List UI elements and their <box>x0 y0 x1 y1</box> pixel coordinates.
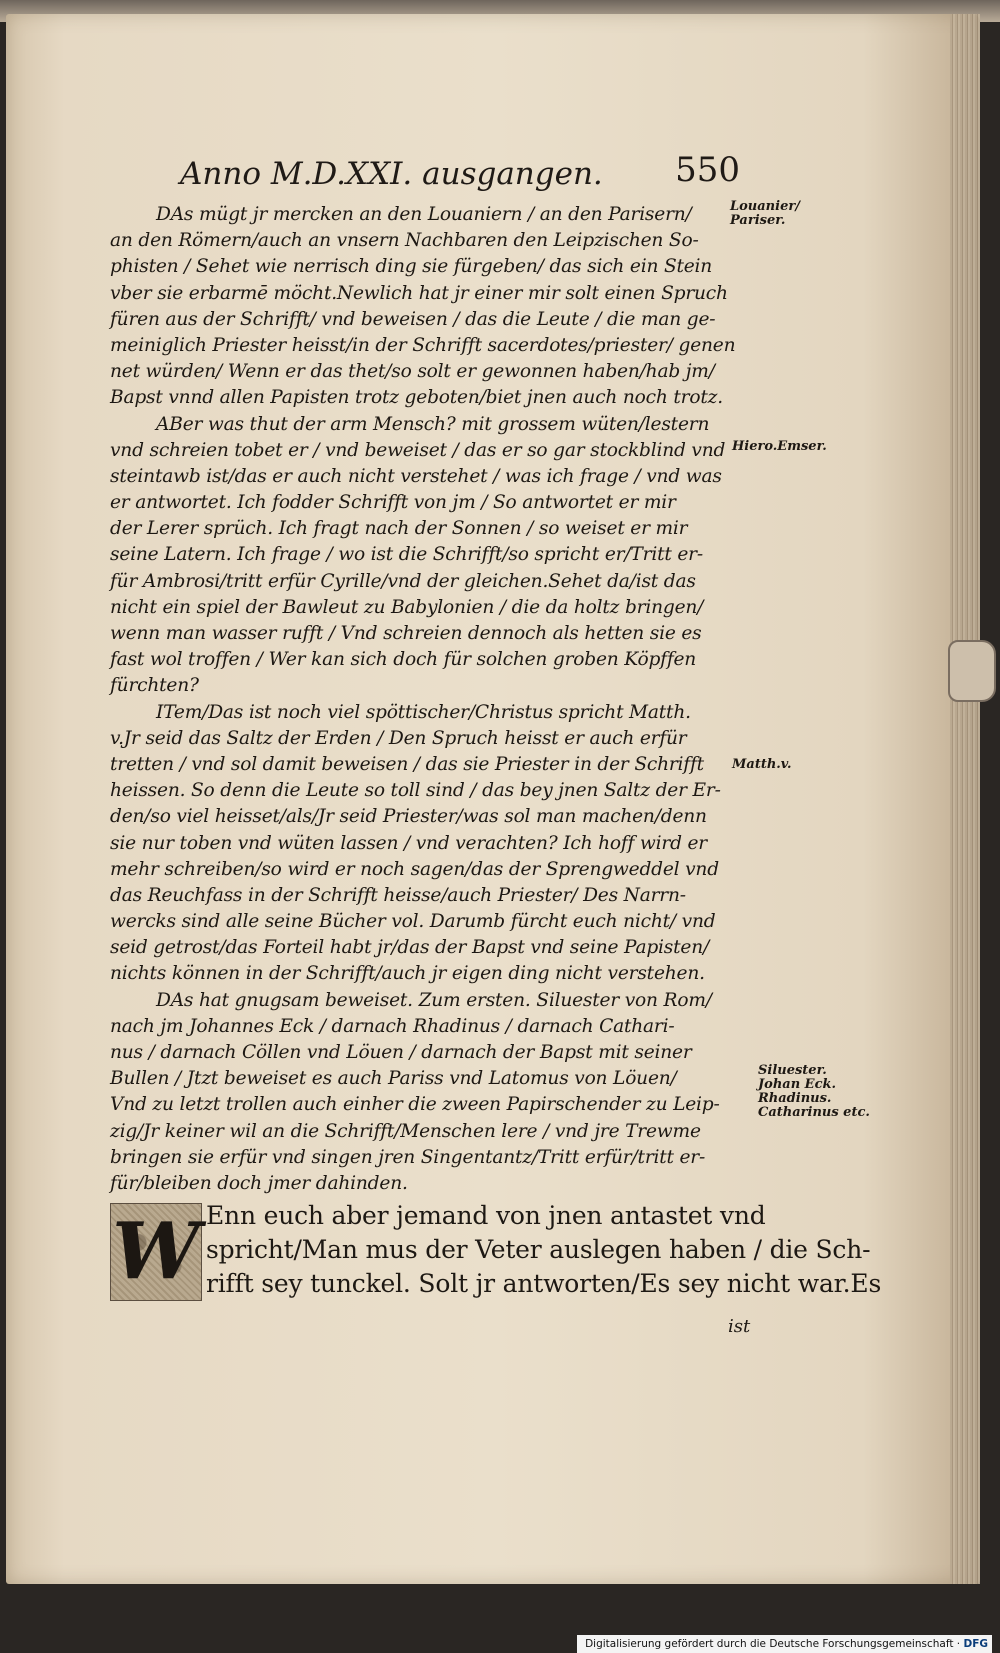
text-line: vnd schreien tobet er / vnd beweiset / das er so gar stockblind vnd <box>110 439 726 461</box>
footer-credit <box>577 1635 992 1653</box>
decorated-initial: W <box>110 1203 202 1301</box>
initial-paragraph <box>110 1199 882 1305</box>
initial-paragraph-lines <box>206 1199 882 1301</box>
text-line: fürchten? <box>110 675 199 697</box>
text-line: DAs hat gnugsam beweiset. Zum ersten. Siluester von Rom/ <box>156 989 712 1011</box>
text-line: für/bleiben doch jmer dahinden. <box>110 1172 408 1194</box>
text-line: seid getrost/das Forteil habt jr/das der Bapst vnd seine Papisten/ <box>110 937 710 959</box>
text-line: ITem/Das ist noch viel spöttischer/Christus spricht Matth. <box>156 701 691 723</box>
text-line: der Lerer sprüch. Ich fragt nach der Sonnen / so weiset er mir <box>110 518 688 540</box>
text-line: seine Latern. Ich frage / wo ist die Schrifft/so spricht er/Tritt er- <box>110 544 703 566</box>
text-line: Bapst vnnd allen Papisten trotz geboten/biet jnen auch noch trotz. <box>110 387 723 409</box>
margin-note-silvester <box>758 1064 870 1120</box>
margin-note-line: Catharinus etc. <box>758 1105 870 1120</box>
text-line: sie nur toben vnd wüten lassen / vnd verachten? Ich hoff wird er <box>110 832 707 854</box>
page-tab-marker <box>948 640 996 702</box>
text-line: steintawb ist/das er auch nicht verstehet / was ich frage / vnd was <box>110 465 722 487</box>
text-line: rifft sey tunckel. Solt jr antworten/Es sey nicht war.Es <box>206 1269 882 1299</box>
text-line: meiniglich Priester heisst/in der Schrifft sacerdotes/priester/ genen <box>110 334 736 356</box>
text-line: nus / darnach Cöllen vnd Löuen / darnach der Bapst mit seiner <box>110 1042 692 1063</box>
text-line: für Ambrosi/tritt erfür Cyrille/vnd der gleichen.Sehet da/ist das <box>110 570 696 592</box>
margin-note-line: Rhadinus. <box>758 1091 832 1106</box>
dfg-logo: DFG <box>963 1638 988 1650</box>
text-line: zig/Jr keiner wil an die Schrifft/Menschen lere / vnd jre Trewme <box>110 1120 701 1142</box>
text-line: den/so viel heisset/als/Jr seid Priester/was sol man machen/denn <box>110 806 707 828</box>
text-line: wercks sind alle seine Bücher vol. Darumb fürcht euch nicht/ vnd <box>110 911 716 933</box>
text-line: Bullen / Jtzt beweiset es auch Pariss vnd Latomus von Löuen/ <box>110 1068 677 1090</box>
text-line: füren aus der Schrifft/ vnd beweisen / das die Leute / die man ge- <box>110 308 716 330</box>
footer-text: Digitalisierung gefördert durch die Deutsche Forschungsgemeinschaft · <box>585 1638 961 1650</box>
text-line: Enn euch aber jemand von jnen antastet vnd <box>206 1201 766 1231</box>
text-line: ABer was thut der arm Mensch? mit grossem wüten/lestern <box>156 413 710 435</box>
text-line: nicht ein spiel der Bawleut zu Babylonien / die da holtz bringen/ <box>110 596 704 618</box>
text-line: wenn man wasser rufft / Vnd schreien dennoch als hetten sie es <box>110 623 702 644</box>
running-title: Anno M.D.XXI. ausgangen. <box>180 156 603 192</box>
page-header <box>180 150 740 198</box>
margin-note-matthaeus <box>732 758 792 772</box>
text-line: vber sie erbarmē möcht.Newlich hat jr einer mir solt einen Spruch <box>110 282 728 304</box>
text-line: heissen. So denn die Leute so toll sind / das bey jnen Saltz der Er- <box>110 780 721 802</box>
margin-note-line: Pariser. <box>730 213 786 228</box>
text-line: DAs mügt jr mercken an den Louaniern / an den Parisern/ <box>156 204 692 225</box>
text-line: tretten / vnd sol damit beweisen / das sie Priester in der Schrifft <box>110 753 704 775</box>
margin-note-line: Matth.v. <box>732 757 792 772</box>
body-text-block <box>110 202 760 1197</box>
text-line: net würden/ Wenn er das thet/so solt er gewonnen haben/hab jm/ <box>110 361 715 383</box>
text-line: an den Römern/auch an vnsern Nachbaren den Leipzischen So- <box>110 230 699 252</box>
text-line: das Reuchfass in der Schrifft heisse/auch Priester/ Des Narrn- <box>110 884 686 906</box>
page-stack-edge <box>950 14 980 1584</box>
text-line: v.Jr seid das Saltz der Erden / Den Spruch heisst er auch erfür <box>110 727 687 749</box>
margin-note-louanier <box>730 200 800 228</box>
catchword: ist <box>728 1316 751 1337</box>
text-line: bringen sie erfür vnd singen jren Singentantz/Tritt erfür/tritt er- <box>110 1146 706 1168</box>
text-line: spricht/Man mus der Veter auslegen haben / die Sch- <box>206 1235 871 1265</box>
text-line: phisten / Sehet wie nerrisch ding sie fürgeben/ das sich ein Stein <box>110 256 713 278</box>
text-line: er antwortet. Ich fodder Schrifft von jm / So antwortet er mir <box>110 492 676 514</box>
text-line: nach jm Johannes Eck / darnach Rhadinus / darnach Cathari- <box>110 1015 675 1037</box>
page-number: 550 <box>675 150 740 190</box>
margin-note-emser <box>732 440 827 454</box>
text-line: nichts können in der Schrifft/auch jr eigen ding nicht verstehen. <box>110 963 705 985</box>
margin-note-line: Johan Eck. <box>758 1077 837 1092</box>
margin-note-line: Siluester. <box>758 1063 827 1078</box>
margin-note-line: Hiero.Emser. <box>732 439 827 454</box>
margin-note-line: Louanier/ <box>730 199 800 214</box>
text-line: mehr schreiben/so wird er noch sagen/das der Sprengweddel vnd <box>110 858 719 880</box>
text-line: fast wol troffen / Wer kan sich doch für solchen groben Köpffen <box>110 649 697 671</box>
text-line: Vnd zu letzt trollen auch einher die zween Papirschender zu Leip- <box>110 1094 720 1116</box>
